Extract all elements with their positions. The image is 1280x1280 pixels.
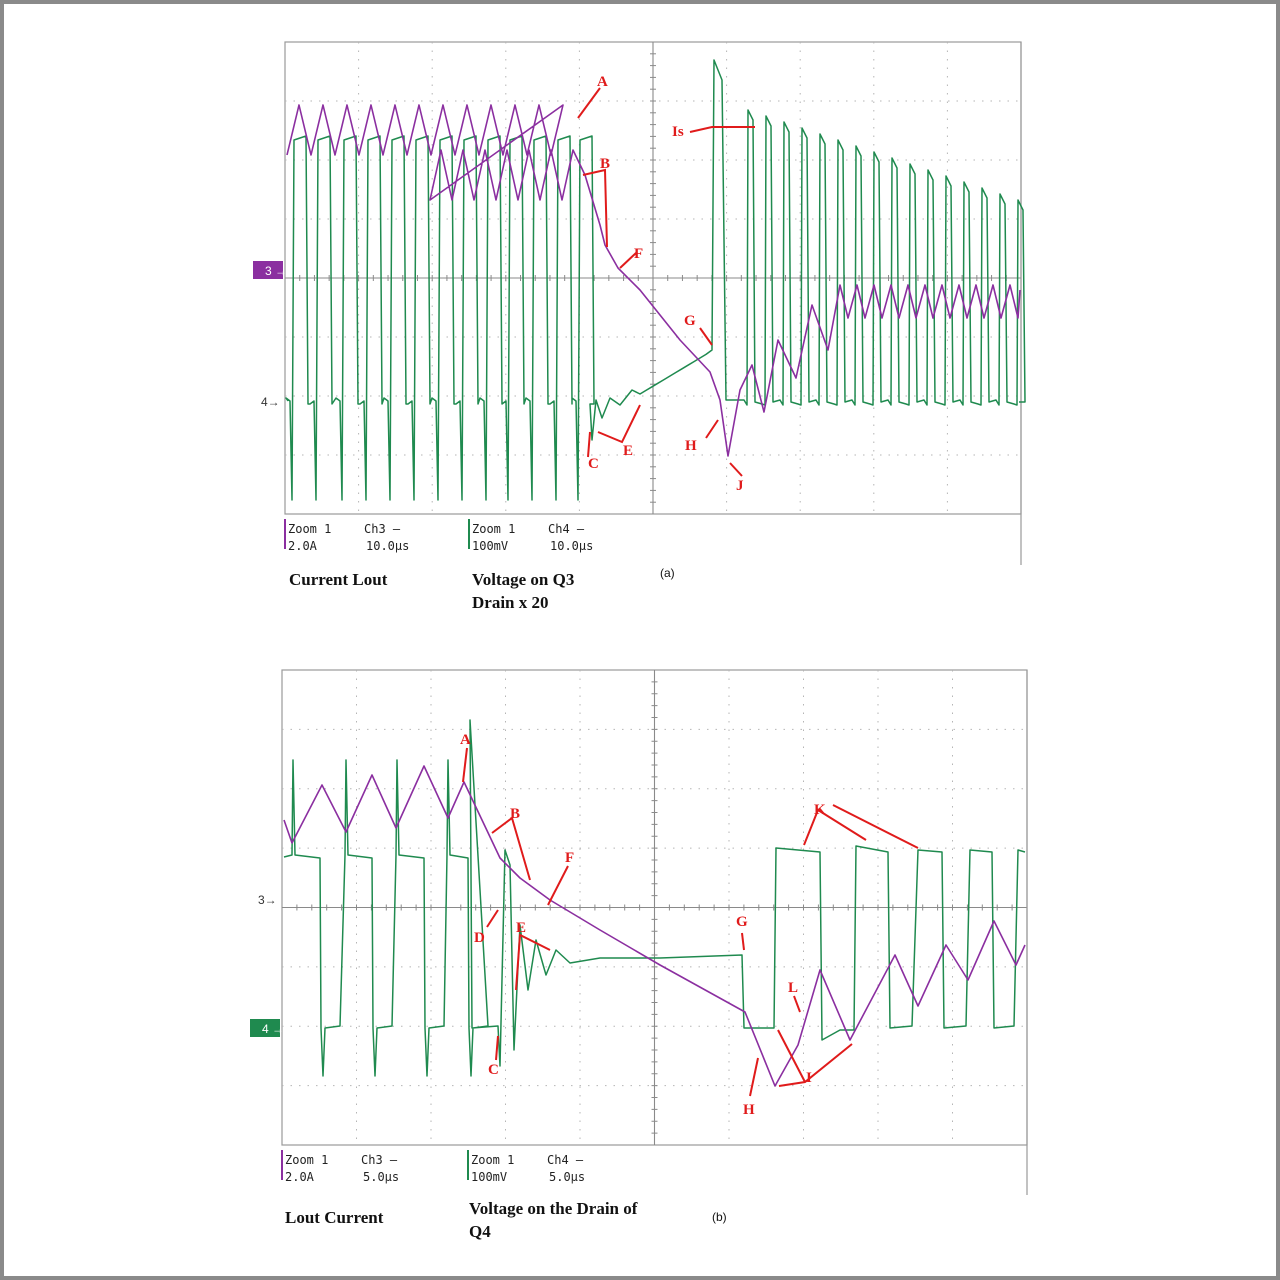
ch3-zoom-b: Zoom 1: [285, 1153, 329, 1167]
ch4-info-bar-b: [467, 1150, 469, 1180]
ch4-scale-a: 100mV: [472, 539, 509, 553]
ch4-time-b: 5.0µs: [549, 1170, 586, 1184]
marker-label-b-C: C: [488, 1062, 499, 1078]
marker-label-b-A: A: [460, 732, 471, 748]
ch3-info-bar-b: [281, 1150, 283, 1180]
ch4-channel-a: Ch4 —: [548, 522, 585, 536]
svg-text:3 →: 3 →: [265, 264, 288, 278]
marker-label-a-G: G: [684, 313, 696, 329]
channel-marker-b-4: [250, 1019, 284, 1037]
ch4-scale-b: 100mV: [471, 1170, 508, 1184]
caption-voltage-q3-line2: Drain x 20: [472, 593, 549, 612]
ch3-time-b: 5.0µs: [363, 1170, 400, 1184]
ch3-zoom-a: Zoom 1: [288, 522, 332, 536]
channel-marker-a-4: [261, 395, 280, 409]
marker-label-b-D: D: [474, 930, 485, 946]
svg-text:4 →: 4 →: [262, 1022, 285, 1036]
ch4-info-bar-a: [468, 519, 470, 549]
marker-label-b-E: E: [516, 920, 527, 936]
ch4-channel-b: Ch4 —: [547, 1153, 584, 1167]
marker-label-a-A: A: [597, 74, 608, 90]
marker-label-b-B: B: [510, 806, 521, 822]
ch4-time-a: 10.0µs: [550, 539, 594, 553]
svg-text:4→: 4→: [261, 395, 280, 409]
marker-label-b-H: H: [743, 1102, 755, 1118]
channel-marker-b-3: [258, 893, 277, 907]
ch3-channel-b: Ch3 —: [361, 1153, 398, 1167]
ch3-info-bar-a: [284, 519, 286, 549]
marker-label-b-G: G: [736, 914, 748, 930]
marker-label-a-B: B: [600, 156, 611, 172]
ch3-scale-b: 2.0A: [285, 1170, 314, 1184]
svg-text:3→: 3→: [258, 893, 277, 907]
ch3-scale-a: 2.0A: [288, 539, 317, 553]
ch4-zoom-b: Zoom 1: [471, 1153, 515, 1167]
panel-label-b: (b): [712, 1210, 727, 1224]
caption-voltage-q4-line1: Voltage on the Drain of: [469, 1199, 638, 1218]
marker-label-b-L: L: [788, 980, 799, 996]
marker-label-a-F: F: [634, 246, 644, 262]
panel-label-a: (a): [660, 566, 675, 580]
ch3-channel-a: Ch3 —: [364, 522, 401, 536]
marker-label-b-K: K: [814, 802, 826, 818]
caption-current-lout: Current Lout: [289, 570, 388, 589]
marker-label-a-C: C: [588, 456, 599, 472]
marker-label-b-I: I: [806, 1070, 812, 1086]
marker-label-a-E: E: [623, 443, 634, 459]
ch3-time-a: 10.0µs: [366, 539, 410, 553]
caption-voltage-q3-line1: Voltage on Q3: [472, 570, 575, 589]
caption-lout-current: Lout Current: [285, 1208, 384, 1227]
caption-voltage-q4-line2: Q4: [469, 1222, 491, 1241]
marker-label-a-Is: Is: [672, 124, 684, 140]
ch4-zoom-a: Zoom 1: [472, 522, 516, 536]
marker-label-a-J: J: [736, 478, 744, 494]
marker-label-b-F: F: [565, 850, 575, 866]
channel-marker-a-3: [253, 261, 287, 279]
marker-label-a-H: H: [685, 438, 697, 454]
